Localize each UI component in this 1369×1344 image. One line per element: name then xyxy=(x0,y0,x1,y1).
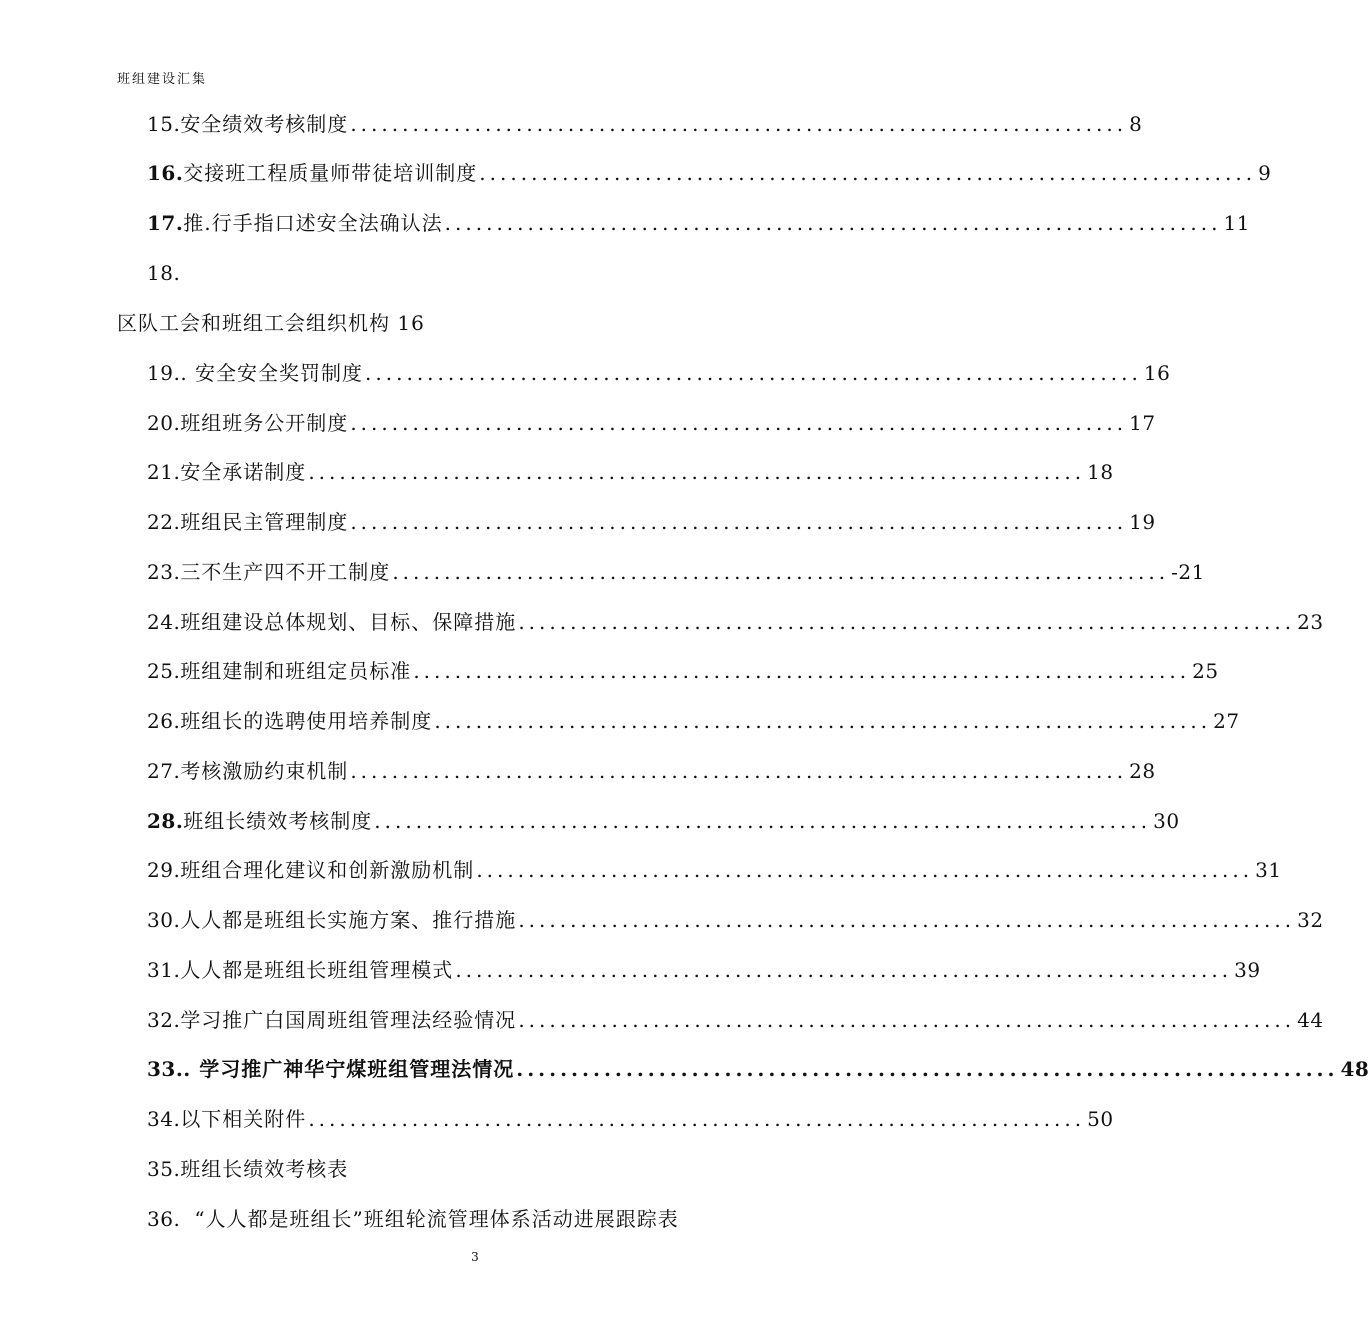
toc-entry-number: 16. xyxy=(147,161,184,185)
toc-entry[interactable] xyxy=(147,955,1261,985)
toc-leader-dots: ........................................................................... xyxy=(455,958,1233,982)
toc-entry-number: 30. xyxy=(147,908,181,932)
toc-entry-page: 8 xyxy=(1129,112,1143,136)
toc-entry-number: 23. xyxy=(147,560,181,584)
running-header: 班组建设汇集 xyxy=(117,72,208,87)
toc-entry-number: 29. xyxy=(147,858,181,882)
toc-entry[interactable] xyxy=(147,1154,348,1184)
toc-entry[interactable] xyxy=(147,1104,1114,1134)
toc-entry-number: 32. xyxy=(147,1008,181,1032)
toc-entry-number: 20. xyxy=(147,411,181,435)
toc-entry[interactable] xyxy=(147,208,1250,238)
toc-entry-page: 44 xyxy=(1297,1008,1324,1032)
toc-entry-page: 27 xyxy=(1213,709,1240,733)
toc-entry[interactable] xyxy=(147,756,1156,786)
toc-entry-title: . 安全安全奖罚制度 xyxy=(180,361,364,385)
toc-entry-title: 班组合理化建议和创新激励机制 xyxy=(180,858,475,882)
toc-entry[interactable] xyxy=(147,1204,679,1234)
toc-entry[interactable] xyxy=(147,507,1156,537)
toc-entry-page: 17 xyxy=(1129,411,1156,435)
toc-entry-title: 人人都是班组长班组管理模式 xyxy=(180,958,454,982)
toc-entry-title: 区队工会和班组工会组织机构 16 xyxy=(117,311,425,335)
toc-leader-dots: ........................................................................... xyxy=(392,560,1170,584)
toc-entry-page: 28 xyxy=(1129,759,1156,783)
toc-entry-number: 33. xyxy=(147,1057,184,1081)
toc-entry-continuation[interactable] xyxy=(117,308,425,338)
toc-entry-title: 三不生产四不开工制度 xyxy=(180,560,391,584)
toc-entry-title: “人人都是班组长”班组轮流管理体系活动进展跟踪表 xyxy=(194,1207,679,1231)
toc-entry-title: 班组班务公开制度 xyxy=(180,411,349,435)
toc-leader-dots: ........................................................................... xyxy=(476,858,1254,882)
toc-entry-number: 35. xyxy=(147,1157,181,1181)
toc-entry-title: 安全承诺制度 xyxy=(180,460,307,484)
toc-leader-dots: ........................................................................... xyxy=(413,659,1191,683)
toc-entry-page: -21 xyxy=(1171,560,1205,584)
toc-entry-number: 31. xyxy=(147,958,181,982)
toc-entry[interactable] xyxy=(147,855,1282,885)
toc-entry[interactable] xyxy=(147,905,1324,935)
toc-entry-page: 31 xyxy=(1255,858,1282,882)
toc-leader-dots: ........................................................................... xyxy=(350,510,1128,534)
toc-leader-dots: ........................................................................... xyxy=(308,1107,1086,1131)
toc-entry[interactable] xyxy=(147,158,1272,188)
toc-leader-dots: ........................................................................... xyxy=(365,361,1142,385)
toc-entry-number: 28. xyxy=(147,809,184,833)
toc-entry-title: 推.行手指口述安全法确认法 xyxy=(183,211,443,235)
toc-leader-dots: ........................................................................... xyxy=(516,1057,1339,1081)
toc-entry-page: 50 xyxy=(1087,1107,1114,1131)
toc-entry[interactable] xyxy=(147,258,180,288)
toc-entry-page: 16 xyxy=(1143,361,1171,385)
toc-entry-title: 班组建制和班组定员标准 xyxy=(180,659,412,683)
toc-entry-number: 24. xyxy=(147,610,181,634)
toc-entry[interactable] xyxy=(147,656,1219,686)
toc-entry-title: 考核激励约束机制 xyxy=(180,759,349,783)
toc-leader-dots: ........................................................................... xyxy=(518,1008,1296,1032)
toc-leader-dots: ........................................................................... xyxy=(479,161,1257,185)
toc-leader-dots: ........................................................................... xyxy=(518,610,1296,634)
toc-leader-dots: ........................................................................... xyxy=(350,759,1128,783)
toc-leader-dots: ........................................................................... xyxy=(308,460,1086,484)
toc-leader-dots: ........................................................................... xyxy=(444,211,1222,235)
toc-entry-page: 11 xyxy=(1223,211,1250,235)
toc-entry-number: 22. xyxy=(147,510,181,534)
toc-entry-number: 25. xyxy=(147,659,181,683)
toc-entry-number: 19. xyxy=(147,361,181,385)
toc-entry-title: 人人都是班组长实施方案、推行措施 xyxy=(180,908,517,932)
toc-entry[interactable] xyxy=(147,408,1156,438)
toc-entry-number: 36. xyxy=(147,1207,181,1231)
toc-entry-title: 班组民主管理制度 xyxy=(180,510,349,534)
toc-entry-number: 34. xyxy=(147,1107,181,1131)
toc-entry[interactable] xyxy=(147,607,1324,637)
toc-entry-highlighted[interactable] xyxy=(147,1054,1369,1084)
toc-entry[interactable] xyxy=(147,557,1205,587)
toc-entry[interactable] xyxy=(147,457,1114,487)
toc-entry-number: 21. xyxy=(147,460,181,484)
toc-entry-title: 交接班工程质量师带徒培训制度 xyxy=(183,161,478,185)
toc-entry-page: 48 xyxy=(1340,1057,1369,1081)
toc-entry-title: 班组建设总体规划、目标、保障措施 xyxy=(180,610,517,634)
toc-leader-dots: ........................................................................... xyxy=(350,411,1128,435)
toc-entry[interactable] xyxy=(147,706,1240,736)
toc-entry-page: 19 xyxy=(1129,510,1156,534)
toc-entry-page: 23 xyxy=(1297,610,1324,634)
page-number: 3 xyxy=(471,1250,479,1264)
toc-entry-title: 班组长绩效考核表 xyxy=(180,1157,349,1181)
toc-entry-page: 25 xyxy=(1192,659,1219,683)
toc-entry-page: 18 xyxy=(1087,460,1114,484)
toc-entry-title: 班组长绩效考核制度 xyxy=(183,809,373,833)
toc-entry-number: 15. xyxy=(147,112,181,136)
toc-entry[interactable] xyxy=(147,1005,1324,1035)
toc-entry-title: 学习推广白国周班组管理法经验情况 xyxy=(180,1008,517,1032)
toc-entry-page: 32 xyxy=(1297,908,1324,932)
toc-entry[interactable] xyxy=(147,109,1143,139)
toc-entry-number: 18. xyxy=(147,261,181,285)
toc-entry-title: 安全绩效考核制度 xyxy=(180,112,349,136)
toc-entry[interactable] xyxy=(147,358,1171,388)
toc-entry-page: 39 xyxy=(1234,958,1261,982)
toc-entry[interactable] xyxy=(147,806,1180,836)
toc-entry-title: 班组长的选聘使用培养制度 xyxy=(180,709,433,733)
toc-leader-dots: ........................................................................... xyxy=(374,809,1152,833)
toc-entry-page: 9 xyxy=(1258,161,1272,185)
toc-entry-number: 17. xyxy=(147,211,184,235)
toc-leader-dots: ........................................................................... xyxy=(518,908,1296,932)
toc-entry-number: 26. xyxy=(147,709,181,733)
toc-entry-page: 30 xyxy=(1153,809,1180,833)
toc-entry-number: 27. xyxy=(147,759,181,783)
toc-entry-title: . 学习推广神华宁煤班组管理法情况 xyxy=(183,1057,515,1081)
toc-entry-title: 以下相关附件 xyxy=(180,1107,307,1131)
toc-leader-dots: ........................................................................... xyxy=(350,112,1128,136)
toc-leader-dots: ........................................................................... xyxy=(434,709,1212,733)
